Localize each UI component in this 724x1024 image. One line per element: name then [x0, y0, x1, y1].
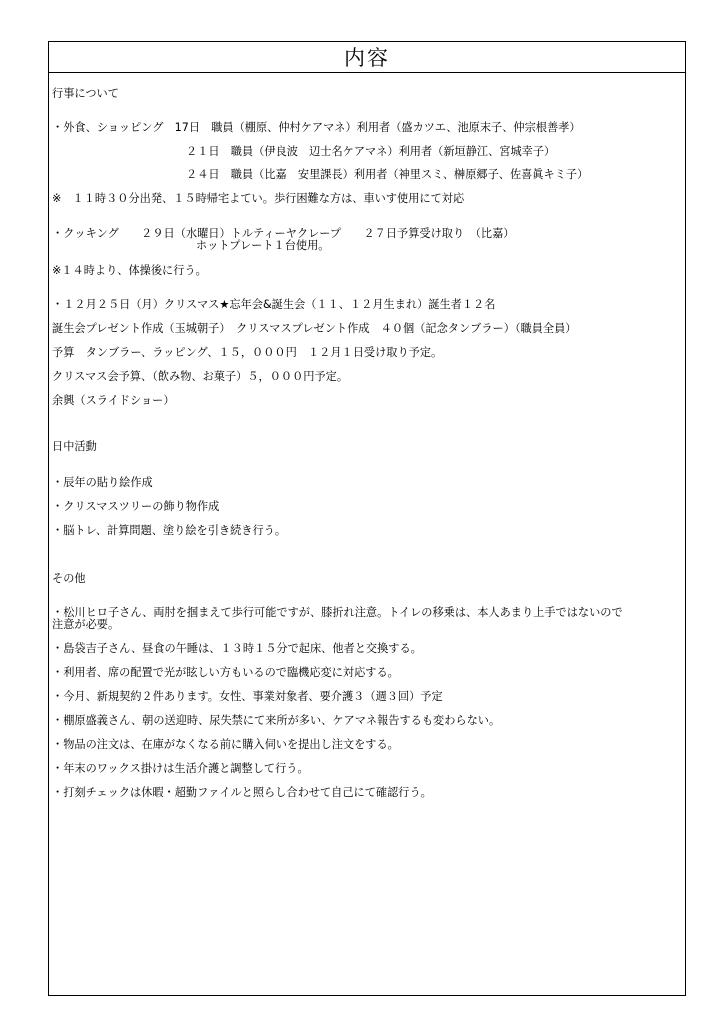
line-13: 余興（スライドショー） [52, 394, 175, 407]
line-20: 注意が必要。 [52, 618, 120, 631]
line-11: 予算 タンブラー、ラッピング、１５，０００円 １２月１日受け取り予定。 [52, 346, 443, 359]
page-title: 内容 [344, 46, 390, 70]
line-25: ・物品の注文は、在庫がなくなる前に購入伺いを提出し注文をする。 [52, 738, 399, 751]
line-12: クリスマス会予算、（飲み物、お菓子）５，０００円予定。 [52, 370, 349, 383]
line-17: ・脳トレ、計算問題、塗り絵を引き続き行う。 [52, 524, 287, 537]
line-21: ・島袋吉子さん、昼食の午睡は、１３時１５分で起床、他者と交換する。 [52, 642, 422, 655]
section-heading-other: その他 [52, 572, 86, 585]
line-7: ホットプレート１台使用。 [196, 239, 330, 252]
line-6: ・クッキング ２９日（水曜日）トルティーヤクレープ ２７日予算受け取り （比嘉） [52, 227, 515, 240]
line-19: ・松川ヒロ子さん、両肘を掴まえて歩行可能ですが、膝折れ注意。トイレの移乗は、本人あまり上手ではないので [52, 606, 623, 619]
document-frame [48, 41, 686, 996]
line-26: ・年末のワックス掛けは生活介護と調整して行う。 [52, 762, 309, 775]
line-5: ※ １１時３０分出発、１５時帰宅よてい。歩行困難な方は、車いす使用にて対応 [52, 192, 465, 205]
line-27: ・打刻チェックは休暇・超勤ファイルと照らし合わせて自己にて確認行う。 [52, 786, 432, 799]
line-23: ・今月、新規契約２件あります。女性、事業対象者、要介護３（週３回）予定 [52, 690, 443, 703]
line-24: ・棚原盛義さん、朝の送迎時、尿失禁にて来所が多い、ケアマネ報告するも変わらない。 [52, 714, 501, 727]
line-4: ２４日 職員（比嘉 安里課長）利用者（神里スミ、榊原郷子、佐喜眞キミ子） [186, 168, 589, 181]
line-16: ・クリスマスツリーの飾り物作成 [52, 500, 220, 513]
line-9: ・１２月２５日（月）クリスマス★忘年会&誕生会（１１、１２月生まれ）誕生者１２名 [52, 298, 496, 311]
line-2: ・外食、ショッピング 17日 職員（棚原、仲村ケアマネ）利用者（盛カツエ、池原末子、仲宗根善孝） [52, 121, 581, 134]
line-15: ・辰年の貼り絵作成 [52, 476, 153, 489]
line-22: ・利用者、席の配置で光が眩しい方もいるので臨機応変に対応する。 [52, 666, 399, 679]
section-heading-daytime: 日中活動 [52, 440, 97, 453]
line-3: ２１日 職員（伊良波 辺士名ケアマネ）利用者（新垣静江、宮城幸子） [186, 145, 556, 158]
line-1: 行事について [52, 87, 119, 100]
line-10: 誕生会プレゼント作成（玉城朝子） クリスマスプレゼント作成 ４０個（記念タンブラー）（職員全員） [52, 322, 577, 335]
title-bar [49, 42, 685, 73]
line-8: ※１４時より、体操後に行う。 [52, 264, 207, 277]
